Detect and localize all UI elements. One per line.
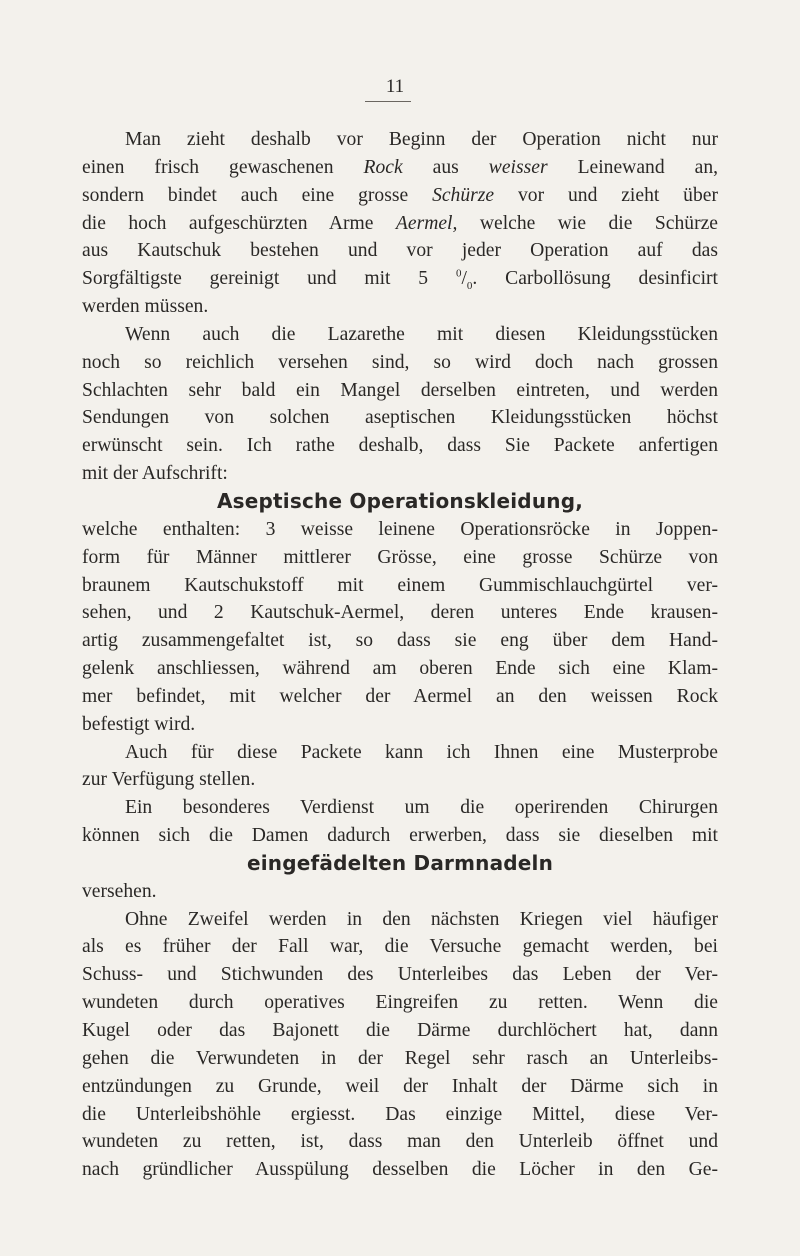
text-line: befestigt wird. <box>82 713 196 735</box>
text-line: mit der Aufschrift: <box>82 463 228 485</box>
text-line: mer befindet, mit welcher der Aermel an den weissen Rock <box>82 685 718 707</box>
text-line: können sich die Damen dadurch erwerben, dass sie dieselben mit <box>82 825 718 847</box>
text-line: als es früher der Fall war, die Versuche gemacht werden, bei <box>82 936 718 958</box>
body-text <box>82 126 718 1184</box>
text-line: Ohne Zweifel werden in den nächsten Kriegen viel häufiger <box>125 908 718 930</box>
text-line: Schlachten sehr bald ein Mangel derselben eintreten, und werden <box>82 379 718 401</box>
text-line: die Unterleibshöhle ergiesst. Das einzige Mittel, diese Ver- <box>82 1103 718 1125</box>
text-line: aus Kautschuk bestehen und vor jeder Operation auf das <box>82 240 718 262</box>
text-line: noch so reichlich versehen sind, so wird doch nach grossen <box>82 351 718 373</box>
text-line: sondern bindet auch eine grosse Schürze vor und zieht über <box>82 184 718 206</box>
text-line: entzündungen zu Grunde, weil der Inhalt der Därme sich in <box>82 1075 718 1097</box>
page-number: 11 <box>385 76 405 97</box>
text-line: die hoch aufgeschürzten Arme Aermel, welche wie die Schürze <box>82 212 718 234</box>
text-line: werden müssen. <box>82 296 209 318</box>
text-line: gehen die Verwundeten in der Regel sehr rasch an Unterleibs- <box>82 1047 718 1069</box>
text-line: Auch für diese Packete kann ich Ihnen eine Musterprobe <box>125 741 718 763</box>
text-line: Sorgfältigste gereinigt und mit 5 $^0/_0$. Carbollösung desinficirt <box>82 267 718 293</box>
emphasis: Aermel, <box>395 212 458 234</box>
text-line: versehen. <box>82 880 157 902</box>
text-line: gelenk anschliessen, während am oberen Ende sich eine Klam- <box>82 658 718 680</box>
text-line: welche enthalten: 3 weisse leinene Operationsröcke in Joppen- <box>82 518 718 540</box>
text-line: wundeten zu retten, ist, dass man den Unterleib öffnet und <box>82 1131 718 1153</box>
text-line: Man zieht deshalb vor Beginn der Operation nicht nur <box>125 129 718 150</box>
text-line: Kugel oder das Bajonett die Därme durchlöchert hat, dann <box>82 1020 718 1041</box>
text-line: Schuss- und Stichwunden des Unterleibes das Leben der Ver- <box>82 964 718 986</box>
text-line: einen frisch gewaschenen Rock aus weisser Leinewand an, <box>82 156 719 178</box>
text-line: braunem Kautschukstoff mit einem Gummischlauchgürtel ver- <box>82 574 718 596</box>
text-line: sehen, und 2 Kautschuk-Aermel, deren unteres Ende krausen- <box>82 602 718 624</box>
text-line: nach gründlicher Ausspülung desselben die Löcher in den Ge- <box>82 1159 718 1181</box>
text-line: wundeten durch operatives Eingreifen zu retten. Wenn die <box>82 992 718 1014</box>
text-line: zur Verfügung stellen. <box>82 769 256 791</box>
heading-aseptische-operationskleidung: Aseptische Operationskleidung, <box>216 488 584 513</box>
page-number-rule <box>365 101 411 102</box>
text-line: Sendungen von solchen aseptischen Kleidungsstücken höchst <box>82 407 718 429</box>
text-line: form für Männer mittlerer Grösse, eine grosse Schürze von <box>82 546 718 568</box>
heading-eingefaedelten-darmnadeln: eingefädelten Darmnadeln <box>246 850 554 875</box>
text-line: erwünscht sein. Ich rathe deshalb, dass Sie Packete anfertigen <box>82 435 718 457</box>
text-line: Ein besonderes Verdienst um die operirenden Chirurgen <box>125 797 718 819</box>
emphasis: weisser <box>488 156 548 178</box>
emphasis: Rock <box>363 156 403 178</box>
emphasis: Schürze <box>432 184 495 206</box>
text-line: Wenn auch die Lazarethe mit diesen Kleidungsstücken <box>125 323 718 345</box>
text-line: artig zusammengefaltet ist, so dass sie eng über dem Hand- <box>82 630 718 652</box>
